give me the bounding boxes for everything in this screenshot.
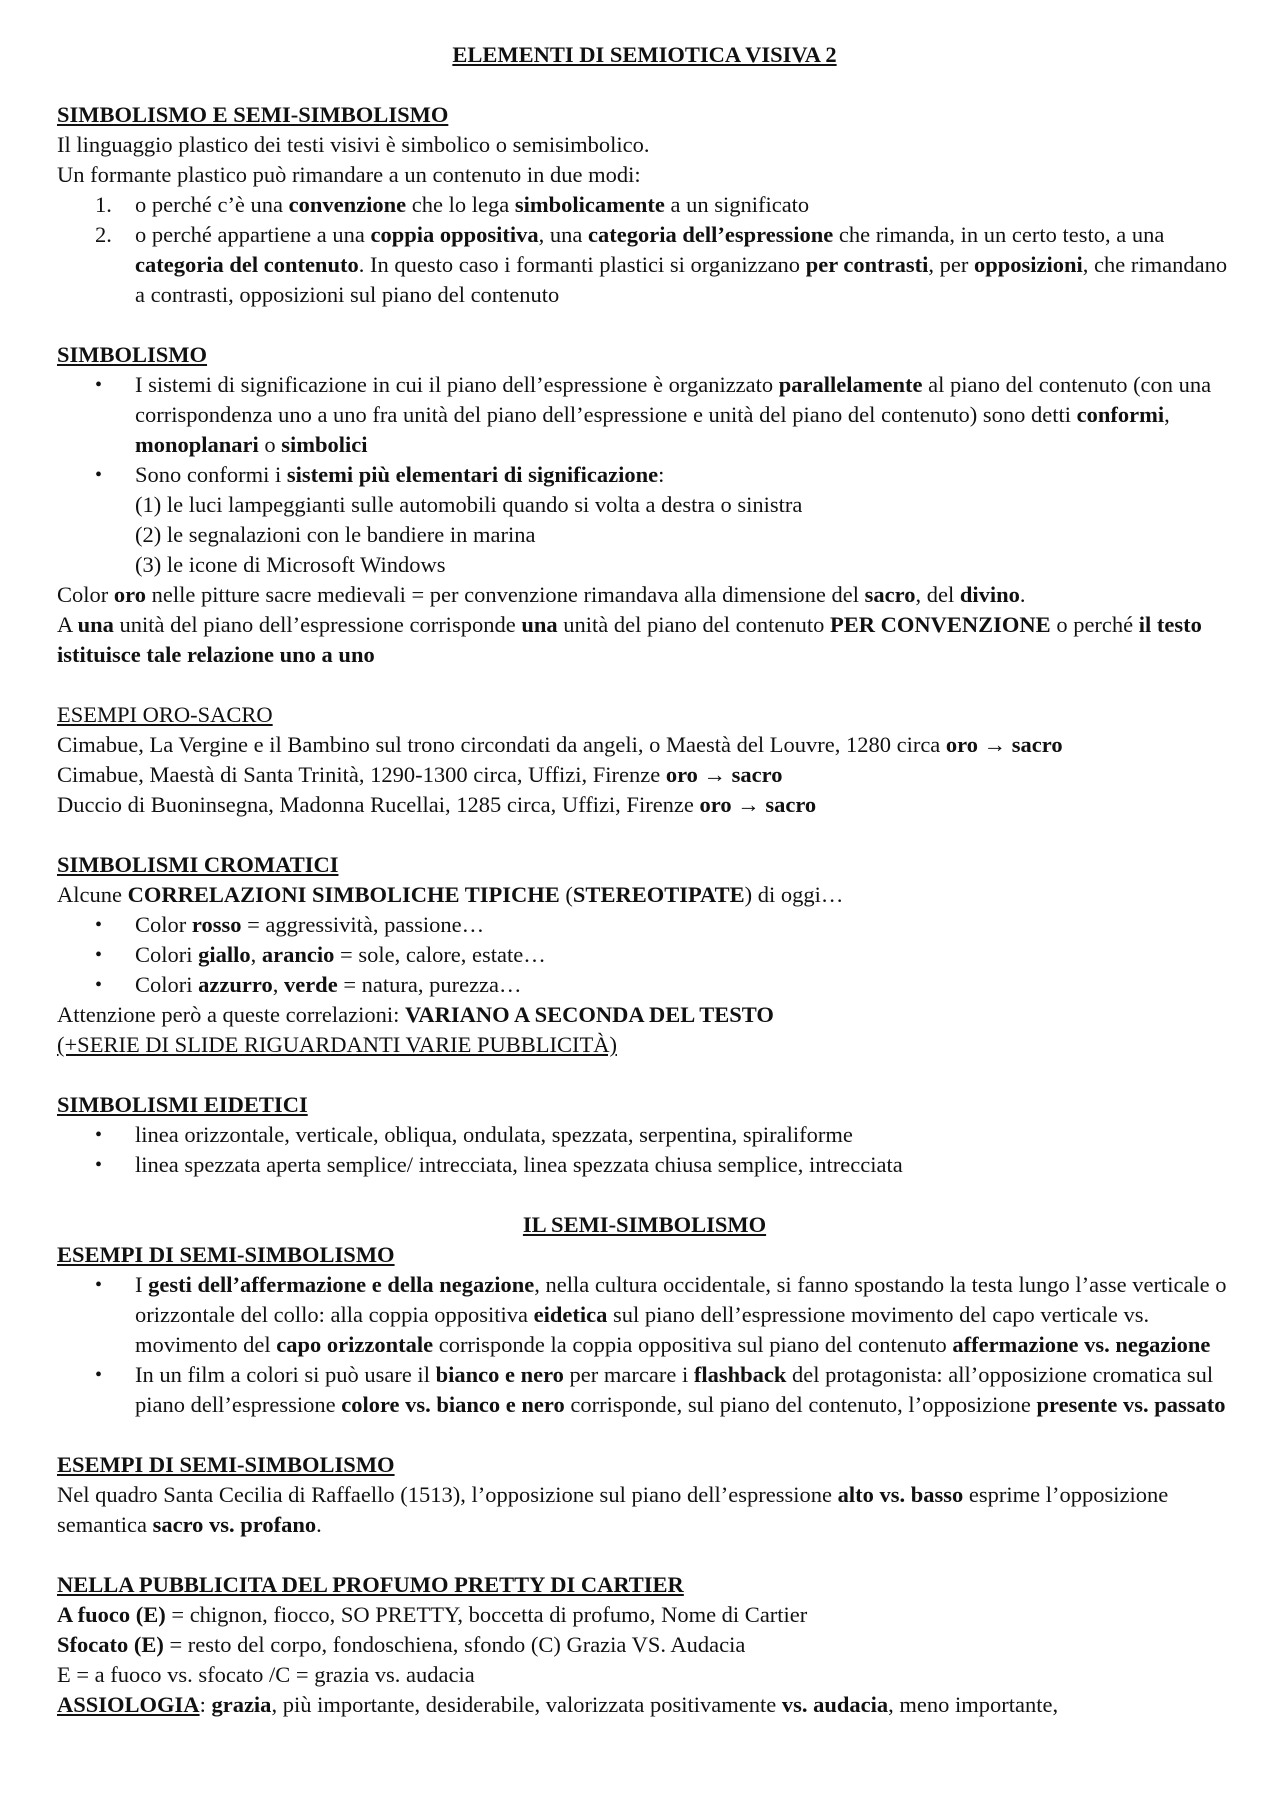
sub-item: (3) le icone di Microsoft Windows <box>135 552 446 577</box>
bold-text: presente vs. passato <box>1036 1392 1226 1417</box>
bullet-icon: • <box>95 914 103 936</box>
bullet-icon: • <box>95 374 103 396</box>
example-line <box>57 730 1232 760</box>
bold-text: vs. audacia <box>781 1692 889 1717</box>
bold-text: capo orizzontale <box>276 1332 434 1357</box>
list-item <box>57 190 1232 220</box>
bold-text: per contrasti <box>805 252 929 277</box>
bold-text: grazia <box>211 1692 272 1717</box>
bullet-list <box>57 1120 1232 1180</box>
spacer <box>57 670 1232 700</box>
bold-text: gesti dell’affermazione e della negazione <box>148 1272 535 1297</box>
text: sul piano dell’espressione movimento del capo verticale vs. movimento del <box>135 1302 1150 1357</box>
list-item <box>57 970 1232 1000</box>
text: . <box>316 1512 322 1537</box>
bold-text: verde <box>283 972 338 997</box>
list-number: 2. <box>95 222 112 247</box>
paragraph <box>57 1480 1232 1540</box>
bold-text: sistemi più elementari di significazione <box>286 462 659 487</box>
bold-text: una <box>77 612 114 637</box>
text: , che rimandano a contrasti, opposizioni sul piano del contenuto <box>135 252 1228 307</box>
text: Nel quadro Santa Cecilia di Raffaello (1513), l’opposizione sul piano dell’espressione <box>57 1482 838 1507</box>
list-item <box>57 910 1232 940</box>
bold-text: sacro <box>864 582 916 607</box>
text: del protagonista: all’opposizione cromatica sul piano dell’espressione <box>135 1362 1214 1417</box>
section-heading: NELLA PUBBLICITA DEL PROFUMO PRETTY DI CARTIER <box>57 1572 684 1597</box>
list-item <box>57 940 1232 970</box>
text: : <box>658 462 665 487</box>
bold-text: PER CONVENZIONE <box>830 612 1051 637</box>
text: . In questo caso i formanti plastici si organizzano <box>358 252 806 277</box>
bold-text: conformi <box>1076 402 1165 427</box>
paragraph <box>57 610 1232 670</box>
text: . <box>1019 582 1026 607</box>
text: corrisponde la coppia oppositiva sul piano del contenuto <box>433 1332 953 1357</box>
bold-text: Sfocato (E) <box>57 1632 164 1657</box>
text: linea spezzata aperta semplice/ intrecciata, linea spezzata chiusa semplice, intrecciata <box>135 1152 903 1177</box>
section-heading: SIMBOLISMI EIDETICI <box>57 1092 308 1117</box>
text: Alcune <box>57 882 128 907</box>
bullet-icon: • <box>95 1274 103 1296</box>
text: I <box>135 1272 149 1297</box>
text: , una <box>538 222 589 247</box>
section-heading: SIMBOLISMO E SEMI-SIMBOLISMO <box>57 102 449 127</box>
paragraph <box>57 1630 1232 1660</box>
text: ) di oggi… <box>744 882 844 907</box>
bold-text: opposizioni <box>973 252 1083 277</box>
spacer <box>57 1540 1232 1570</box>
text: In un film a colori si può usare il <box>135 1362 436 1387</box>
paragraph: E = a fuoco vs. sfocato /C = grazia vs. audacia <box>57 1662 475 1687</box>
text: nelle pitture sacre medievali = per convenzione rimandava alla dimensione del <box>145 582 865 607</box>
bold-text: rosso <box>191 912 242 937</box>
text: linea orizzontale, verticale, obliqua, ondulata, spezzata, serpentina, spiraliforme <box>135 1122 853 1147</box>
text: = natura, purezza… <box>337 972 522 997</box>
bullet-list <box>57 370 1232 490</box>
text: , più importante, desiderabile, valorizzata positivamente <box>271 1692 782 1717</box>
bold-text: A fuoco (E) <box>57 1602 166 1627</box>
bold-text: eidetica <box>533 1302 608 1327</box>
bold-text: simbolicamente <box>514 192 665 217</box>
text: = aggressività, passione… <box>241 912 485 937</box>
text: o <box>258 432 282 457</box>
list-number: 1. <box>95 192 112 217</box>
text: Cimabue, La Vergine e il Bambino sul trono circondati da angeli, o Maestà del Louvre, 1280 circa <box>57 732 946 757</box>
bold-text: una <box>521 612 558 637</box>
bold-text: sacro vs. profano <box>152 1512 317 1537</box>
paragraph <box>57 1000 1232 1030</box>
text: , meno importante, <box>888 1692 1059 1717</box>
text: = resto del corpo, fondoschiena, sfondo (C) Grazia VS. Audacia <box>163 1632 746 1657</box>
bold-text: flashback <box>693 1362 787 1387</box>
text: Duccio di Buoninsegna, Madonna Rucellai, 1285 circa, Uffizi, Firenze <box>57 792 700 817</box>
bullet-icon: • <box>95 1124 103 1146</box>
bullet-icon: • <box>95 974 103 996</box>
bold-text: azzurro <box>198 972 273 997</box>
document <box>57 40 1232 1720</box>
text: : <box>199 1692 212 1717</box>
spacer <box>57 1180 1232 1210</box>
text: , del <box>915 582 960 607</box>
section-heading: SIMBOLISMO <box>57 342 208 367</box>
bold-text: giallo <box>198 942 251 967</box>
bold-text: coppia oppositiva <box>370 222 539 247</box>
spacer <box>57 820 1232 850</box>
text: Cimabue, Maestà di Santa Trinità, 1290-1300 circa, Uffizi, Firenze <box>57 762 666 787</box>
bold-text: parallelamente <box>778 372 923 397</box>
bold-text: bianco e nero <box>435 1362 564 1387</box>
section-heading: ESEMPI ORO-SACRO <box>57 702 273 727</box>
sub-item: (1) le luci lampeggianti sulle automobili quando si volta a destra o sinistra <box>135 492 803 517</box>
bold-text: simbolici <box>281 432 368 457</box>
text: Sono conformi i <box>135 462 287 487</box>
text: Colori <box>135 972 199 997</box>
list-item <box>57 1360 1232 1420</box>
text: che lo lega <box>406 192 515 217</box>
text: = chignon, fiocco, SO PRETTY, boccetta di profumo, Nome di Cartier <box>165 1602 808 1627</box>
bold-text: il testo istituisce tale relazione uno a uno <box>57 612 1202 667</box>
bold-text: categoria dell’espressione <box>588 222 834 247</box>
text: per marcare i <box>563 1362 694 1387</box>
text: I sistemi di significazione in cui il piano dell’espressione è organizzato <box>135 372 779 397</box>
text: , nella cultura occidentale, si fanno spostando la testa lungo l’asse verticale o orizzontale del collo: alla coppia oppositiva <box>135 1272 1227 1327</box>
paragraph <box>57 580 1232 610</box>
bold-text: alto vs. basso <box>837 1482 964 1507</box>
text: Attenzione però a queste correlazioni: <box>57 1002 405 1027</box>
text: A <box>57 612 78 637</box>
text: o perché c’è una <box>135 192 289 217</box>
text: unità del piano dell’espressione corrisponde <box>113 612 522 637</box>
bullet-list <box>57 910 1232 1000</box>
list-item <box>57 370 1232 460</box>
text: , per <box>928 252 974 277</box>
text: , <box>272 972 284 997</box>
text: , <box>250 942 262 967</box>
list-item <box>57 1270 1232 1360</box>
document-title: ELEMENTI DI SEMIOTICA VISIVA 2 <box>452 42 837 67</box>
text: unità del piano del contenuto <box>557 612 831 637</box>
bold-text: STEREOTIPATE <box>572 882 745 907</box>
bold-text: convenzione <box>288 192 407 217</box>
bullet-icon: • <box>95 1154 103 1176</box>
text: a un significato <box>664 192 810 217</box>
bullet-list <box>57 1270 1232 1420</box>
bold-text: CORRELAZIONI SIMBOLICHE TIPICHE <box>127 882 560 907</box>
bold-text: monoplanari <box>135 432 259 457</box>
text: ( <box>559 882 573 907</box>
text: o perché <box>1050 612 1139 637</box>
section-heading: ESEMPI DI SEMI-SIMBOLISMO <box>57 1242 395 1267</box>
bold-text: VARIANO A SECONDA DEL TESTO <box>404 1002 774 1027</box>
bold-text: divino <box>959 582 1020 607</box>
text: , <box>1164 402 1170 427</box>
spacer <box>57 1060 1232 1090</box>
bold-text: oro <box>113 582 146 607</box>
bullet-icon: • <box>95 464 103 486</box>
paragraph <box>57 880 1232 910</box>
section-heading: ESEMPI DI SEMI-SIMBOLISMO <box>57 1452 395 1477</box>
list-item <box>57 1120 1232 1150</box>
text: Color <box>135 912 192 937</box>
note-line: (+SERIE DI SLIDE RIGUARDANTI VARIE PUBBLICITÀ) <box>57 1032 617 1057</box>
bold-text: arancio <box>261 942 335 967</box>
example-line <box>57 790 1232 820</box>
bold-text: categoria del contenuto <box>135 252 359 277</box>
bold-text: affermazione vs. negazione <box>952 1332 1211 1357</box>
list-item <box>57 220 1232 310</box>
paragraph: Un formante plastico può rimandare a un contenuto in due modi: <box>57 162 641 187</box>
text: corrisponde, sul piano del contenuto, l’opposizione <box>564 1392 1037 1417</box>
text: Color <box>57 582 114 607</box>
list-item <box>57 1150 1232 1180</box>
spacer <box>57 310 1232 340</box>
underlined-bold-text: ASSIOLOGIA <box>57 1692 200 1717</box>
bold-text: oro → sacro <box>665 762 783 787</box>
list-item <box>57 460 1232 490</box>
spacer <box>57 1420 1232 1450</box>
bold-text: colore vs. bianco e nero <box>341 1392 565 1417</box>
section-title: IL SEMI-SIMBOLISMO <box>522 1212 767 1237</box>
example-line <box>57 760 1232 790</box>
paragraph: Il linguaggio plastico dei testi visivi è simbolico o semisimbolico. <box>57 132 650 157</box>
text: che rimanda, in un certo testo, a una <box>833 222 1165 247</box>
bold-text: oro → sacro <box>699 792 817 817</box>
text: esprime l’opposizione semantica <box>57 1482 1169 1537</box>
bullet-icon: • <box>95 1364 103 1386</box>
paragraph <box>57 1690 1232 1720</box>
text: al piano del contenuto (con una corrispondenza uno a uno fra unità del piano dell’espressione e unità del piano del contenuto) sono detti <box>135 372 1212 427</box>
bold-text: oro → sacro <box>945 732 1063 757</box>
text: o perché appartiene a una <box>135 222 371 247</box>
bullet-icon: • <box>95 944 103 966</box>
section-heading: SIMBOLISMI CROMATICI <box>57 852 339 877</box>
sub-item: (2) le segnalazioni con le bandiere in marina <box>135 522 536 547</box>
paragraph <box>57 1600 1232 1630</box>
text: Colori <box>135 942 199 967</box>
numbered-list <box>57 190 1232 310</box>
text: = sole, calore, estate… <box>334 942 546 967</box>
